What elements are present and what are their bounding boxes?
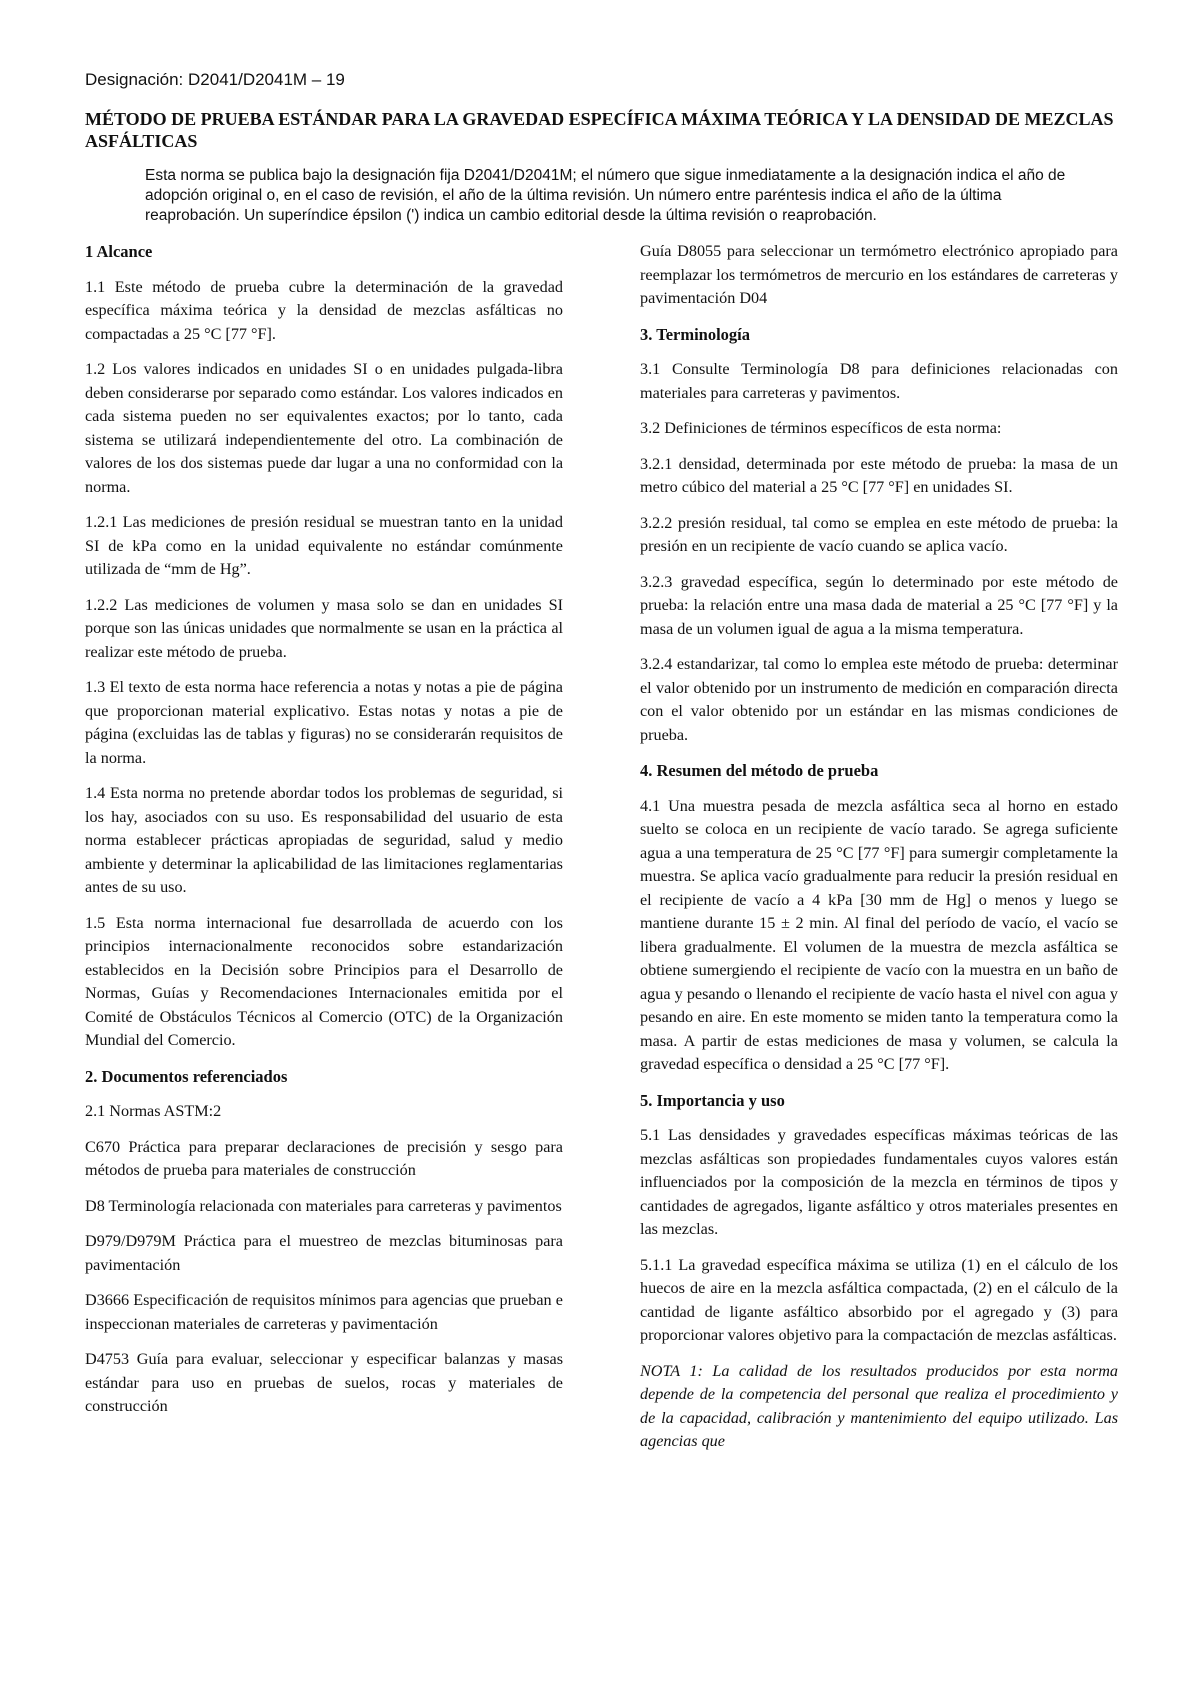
- paragraph-1-4: 1.4 Esta norma no pretende abordar todos los problemas de seguridad, si los hay, asociados con su uso. Es responsabilidad del usuario de esta norma establecer prácticas apropiadas de seguridad, salud y medio ambiente y determinar la aplicabilidad de las limitaciones reglamentarias antes de su uso.: [85, 784, 563, 896]
- paragraph-2-1: 2.1 Normas ASTM:2: [85, 1102, 222, 1120]
- paragraph-5-1: 5.1 Las densidades y gravedades específicas máximas teóricas de las mezclas asfálticas son propiedades fundamentales cuyos valores están influenciados por la composición de la mezcla en términos de tipos y cantidades de agregados, ligante asfáltico y otros materiales presentes en las mezclas.: [640, 1126, 1118, 1238]
- paragraph-3-2-3: 3.2.3 gravedad específica, según lo determinado por este método de prueba: la relación entre una masa dada de material a 25 °C [77 °F] y la masa de un volumen igual de agua a la misma temperatura.: [640, 572, 1118, 638]
- paragraph-3-2: 3.2 Definiciones de términos específicos de esta norma:: [640, 419, 1002, 437]
- paragraph-3-1: 3.1 Consulte Terminología D8 para definiciones relacionadas con materiales para carreteras y pavimentos.: [640, 360, 1118, 402]
- right-column: [640, 240, 1118, 1466]
- paragraph-3-2-2: 3.2.2 presión residual, tal como se emplea en este método de prueba: la presión en un recipiente de vacío cuando se aplica vacío.: [640, 513, 1118, 555]
- paragraph-3-2-1: 3.2.1 densidad, determinada por este método de prueba: la masa de un metro cúbico del material a 25 °C [77 °F] en unidades SI.: [640, 454, 1118, 496]
- paragraph-4-1: 4.1 Una muestra pesada de mezcla asfáltica seca al horno en estado suelto se coloca en un recipiente de vacío tarado. Se agrega suficiente agua a una temperatura de 25 °C [77 °F] para sumergir completamente la muestra. Se aplica vacío gradualmente para reducir la presión residual en el recipiente de vacío a 4 kPa [30 mm de Hg] o menos y luego se mantiene durante 15 ± 2 min. Al final del período de vacío, el vacío se libera gradualmente. El volumen de la muestra de mezcla asfáltica se obtiene sumergiendo el recipiente de vacío con la muestra en un baño de agua y pesando o llenando el recipiente de vacío hasta el nivel con agua y pesando en aire. En este momento se miden tanto la temperatura como la masa. A partir de estas mediciones de masa y volumen, se calcula la gravedad específica o densidad a 25 °C [77 °F].: [640, 796, 1118, 1073]
- paragraph-1-2: 1.2 Los valores indicados en unidades SI o en unidades pulgada-libra deben considerarse por separado como estándar. Los valores indicados en cada sistema pueden no ser equivalentes exactos; por lo tanto, cada sistema se utilizará independientemente del otro. La combinación de valores de los dos sistemas puede dar lugar a una no conformidad con la norma.: [85, 360, 563, 496]
- paragraph-1-3: 1.3 El texto de esta norma hace referencia a notas y notas a pie de página que proporcionan material explicativo. Estas notas y notas a pie de página (excluidas las de tablas y figuras) no se considerarán requisitos de la norma.: [85, 678, 563, 767]
- section-heading-referenced-documents: 2. Documentos referenciados: [85, 1066, 288, 1086]
- section-heading-terminology: 3. Terminología: [640, 324, 751, 344]
- paragraph-5-1-1: 5.1.1 La gravedad específica máxima se utiliza (1) en el cálculo de los huecos de aire en la mezcla asfáltica compactada, (2) en el cálculo de la cantidad de ligante asfáltico absorbido por el agregado y (3) para proporcionar valores objetivo para la compactación de mezclas asfálticas.: [640, 1255, 1118, 1344]
- reference-d8: D8 Terminología relacionada con materiales para carreteras y pavimentos: [85, 1196, 562, 1215]
- reference-d3666: D3666 Especificación de requisitos mínimos para agencias que prueban e inspeccionan materiales de carreteras y pavimentación: [85, 1291, 563, 1333]
- left-column: [85, 240, 563, 1431]
- paragraph-1-2-2: 1.2.2 Las mediciones de volumen y masa solo se dan en unidades SI porque son las únicas unidades que normalmente se usan en la práctica al realizar este método de prueba.: [85, 595, 563, 661]
- paragraph-3-2-4: 3.2.4 estandarizar, tal como lo emplea este método de prueba: determinar el valor obtenido por un instrumento de medición en comparación directa con el valor obtenido por un estándar en las mismas condiciones de prueba.: [640, 655, 1118, 744]
- section-heading-scope: 1 Alcance: [85, 242, 153, 261]
- reference-c670: C670 Práctica para preparar declaraciones de precisión y sesgo para métodos de prueba para materiales de construcción: [85, 1137, 563, 1179]
- reference-d4753: D4753 Guía para evaluar, seleccionar y especificar balanzas y masas estándar para uso en pruebas de suelos, rocas y materiales de construcción: [85, 1350, 563, 1415]
- section-heading-summary: 4. Resumen del método de prueba: [640, 761, 879, 780]
- reference-d8055: Guía D8055 para seleccionar un termómetro electrónico apropiado para reemplazar los termómetros de mercurio en los estándares de carreteras y pavimentación D04: [640, 242, 1118, 307]
- note-1: NOTA 1: La calidad de los resultados producidos por esta norma depende de la competencia del personal que realiza el procedimiento y de la capacidad, calibración y mantenimiento del equipo utilizado. Las agencias que: [640, 1361, 1118, 1450]
- designation-line: Designación: D2041/D2041M – 19: [85, 70, 345, 89]
- paragraph-1-5: 1.5 Esta norma internacional fue desarrollada de acuerdo con los principios internacionalmente reconocidos sobre estandarización establecidos en la Decisión sobre Principios para el Desarrollo de Normas, Guías y Recomendaciones Internacionales emitida por el Comité de Obstáculos Técnicos al Comercio (OTC) de la Organización Mundial del Comercio.: [85, 913, 563, 1049]
- paragraph-1-2-1: 1.2.1 Las mediciones de presión residual se muestran tanto en la unidad SI de kPa como en la unidad equivalente no estándar comúnmente utilizada de “mm de Hg”.: [85, 513, 563, 578]
- reference-d979: D979/D979M Práctica para el muestreo de mezclas bituminosas para pavimentación: [85, 1232, 563, 1274]
- paragraph-1-1: 1.1 Este método de prueba cubre la determinación de la gravedad específica máxima teórica y la densidad de mezclas asfálticas no compactadas a 25 °C [77 °F].: [85, 277, 563, 343]
- document-title: MÉTODO DE PRUEBA ESTÁNDAR PARA LA GRAVEDAD ESPECÍFICA MÁXIMA TEÓRICA Y LA DENSIDAD DE MEZCLAS ASFÁLTICAS: [85, 109, 1114, 151]
- section-heading-significance: 5. Importancia y uso: [640, 1090, 785, 1110]
- standard-intro-note: Esta norma se publica bajo la designación fija D2041/D2041M; el número que sigue inmediatamente a la designación indica el año de adopción original o, en el caso de revisión, el año de la última revisión. Un número entre paréntesis indica el año de la última reaprobación. Un superíndice épsilon (') indica un cambio editorial desde la última revisión o reaprobación.: [145, 167, 1066, 224]
